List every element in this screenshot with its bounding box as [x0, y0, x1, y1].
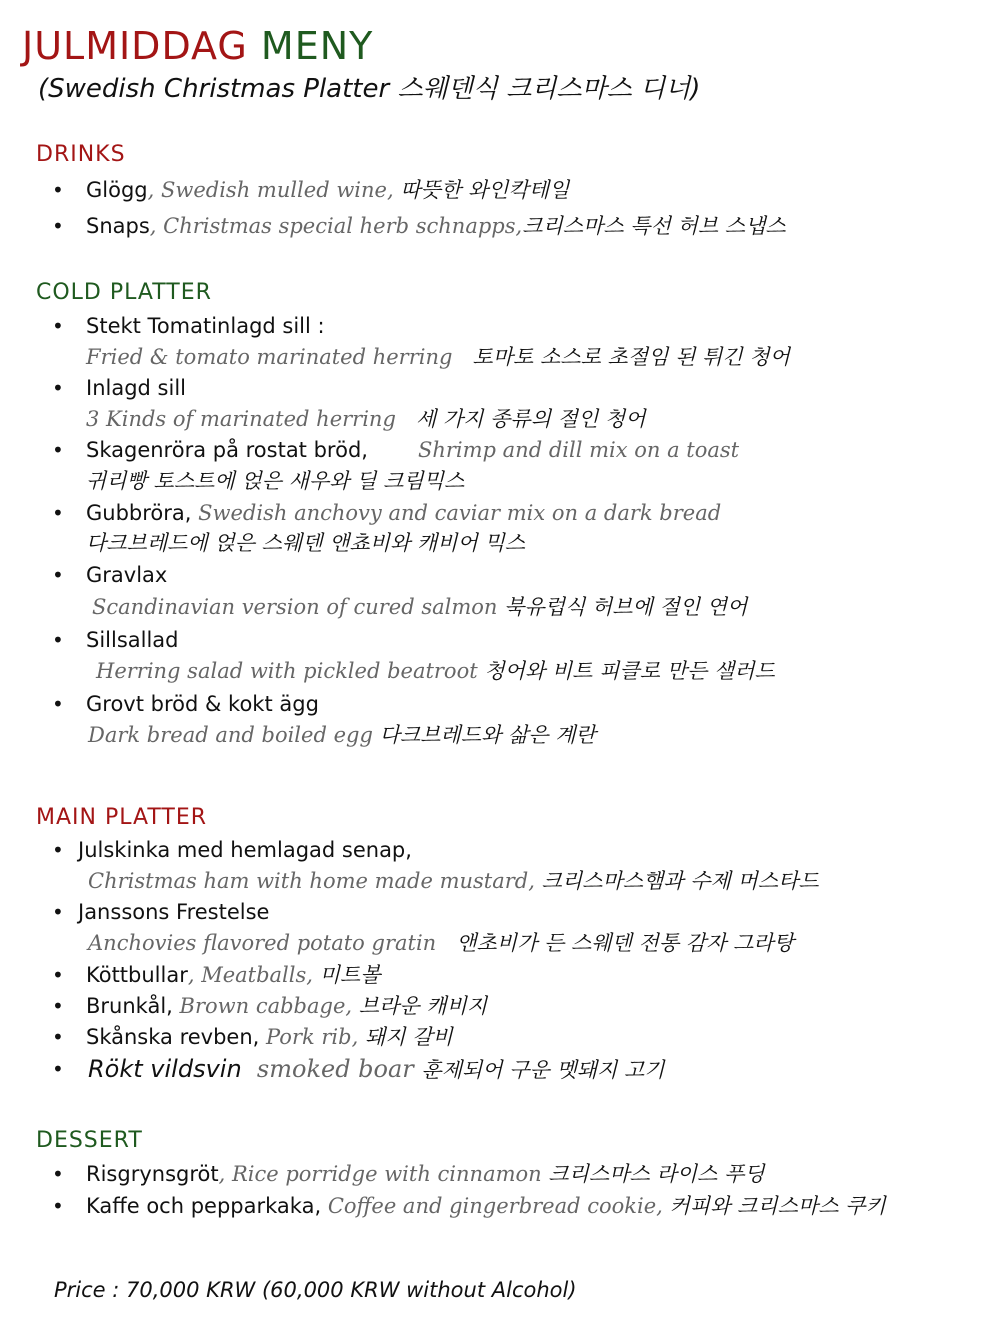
item-korean: 따뜻한 와인칵테일 — [400, 178, 570, 202]
item-name: Glögg — [86, 178, 148, 202]
item-detail — [86, 436, 739, 464]
bullet: • — [52, 692, 64, 716]
item-desc: Herring salad with pickled beatroot — [96, 659, 478, 683]
item-korean: 크리스마스 특선 허브 스냅스 — [522, 214, 786, 238]
bullet: • — [52, 314, 64, 338]
bullet: • — [52, 178, 64, 202]
list-item — [86, 176, 569, 204]
item-name: Gubbröra, — [86, 501, 192, 525]
item-desc: Coffee and gingerbread cookie, — [327, 1194, 663, 1218]
item-desc: Anchovies flavored potato gratin — [88, 931, 437, 955]
menu-title — [22, 24, 373, 68]
item-name: Janssons Frestelse — [78, 900, 270, 924]
bullet: • — [52, 438, 64, 462]
item-korean: 토마토 소스로 초절임 된 튀긴 청어 — [472, 345, 790, 369]
title-part-1: JULMIDDAG — [22, 24, 248, 68]
bullet: • — [52, 1057, 64, 1081]
bullet: • — [52, 501, 64, 525]
item-detail — [86, 499, 721, 527]
item-desc: Shrimp and dill mix on a toast — [417, 438, 740, 462]
item-detail — [88, 721, 596, 749]
item-korean: 크리스마스햄과 수제 머스타드 — [541, 869, 819, 893]
item-korean: 귀리빵 토스트에 얹은 새우와 딜 크림믹스 — [86, 469, 465, 493]
list-item — [86, 1192, 886, 1220]
item-desc: , Rice porridge with cinnamon — [218, 1162, 542, 1186]
item-korean: 다크브레드에 얹은 스웨덴 앤쵸비와 캐비어 믹스 — [86, 531, 526, 555]
item-desc: 3 Kinds of marinated herring — [86, 407, 396, 431]
section-heading-dessert: DESSERT — [36, 1128, 143, 1153]
item-desc: Dark bread and boiled egg — [88, 723, 373, 747]
item-detail — [92, 593, 747, 621]
price-line: Price : 70,000 KRW (60,000 KRW without Alcohol) — [54, 1278, 577, 1302]
item-desc: Brown cabbage, — [179, 994, 353, 1018]
item-detail — [88, 867, 819, 895]
bullet: • — [52, 628, 64, 652]
item-detail — [96, 657, 775, 685]
section-heading-main-platter: MAIN PLATTER — [36, 805, 208, 830]
item-name: Grovt bröd & kokt ägg — [86, 692, 319, 716]
item-desc: , Christmas special herb schnapps, — [149, 214, 523, 238]
item-korean: 크리스마스 라이스 푸딩 — [548, 1162, 765, 1186]
item-name: Julskinka med hemlagad senap, — [78, 838, 412, 862]
item-detail — [86, 343, 790, 371]
list-item — [86, 1023, 453, 1051]
list-item — [86, 1160, 765, 1188]
item-korean: 앤초비가 든 스웨덴 전통 감자 그라탕 — [456, 931, 794, 955]
list-item — [86, 961, 381, 989]
section-heading-cold-platter: COLD PLATTER — [36, 280, 212, 305]
menu-subtitle: (Swedish Christmas Platter 스웨덴식 크리스마스 디너) — [38, 74, 701, 104]
item-korean: 미트볼 — [319, 963, 381, 987]
bullet: • — [52, 994, 64, 1018]
item-name: Risgrynsgröt — [86, 1162, 219, 1186]
item-korean: 훈제되어 구운 멧돼지 고기 — [421, 1058, 665, 1082]
bullet: • — [52, 376, 64, 400]
item-name: Skånska revben, — [86, 1025, 260, 1049]
item-name: Gravlax — [86, 563, 168, 587]
item-desc: Scandinavian version of cured salmon — [92, 595, 498, 619]
item-name: Stekt Tomatinlagd sill : — [86, 314, 325, 338]
list-item — [86, 212, 786, 240]
item-desc: Christmas ham with home made mustard, — [88, 869, 535, 893]
item-name: Snaps — [86, 214, 150, 238]
bullet: • — [52, 963, 64, 987]
item-desc: Pork rib, — [266, 1025, 359, 1049]
item-korean: 브라운 캐비지 — [358, 994, 488, 1018]
item-name: Rökt vildsvin — [88, 1055, 242, 1083]
item-desc: , Swedish mulled wine, — [147, 178, 394, 202]
bullet: • — [52, 214, 64, 238]
item-name: Sillsallad — [86, 628, 179, 652]
item-name: Skagenröra på rostat bröd, — [86, 438, 368, 462]
list-item — [88, 1055, 665, 1084]
item-detail — [88, 929, 794, 957]
bullet: • — [52, 900, 64, 924]
item-name: Inlagd sill — [86, 376, 186, 400]
item-korean: 커피와 크리스마스 쿠키 — [669, 1194, 886, 1218]
item-desc: smoked boar — [256, 1055, 414, 1083]
item-name: Köttbullar — [86, 963, 188, 987]
section-heading-drinks: DRINKS — [36, 142, 126, 167]
item-korean: 세 가지 종류의 절인 청어 — [415, 407, 646, 431]
bullet: • — [52, 563, 64, 587]
item-korean: 다크브레드와 삶은 계란 — [379, 723, 596, 747]
bullet: • — [52, 1025, 64, 1049]
item-korean: 돼지 갈비 — [364, 1025, 453, 1049]
bullet: • — [52, 1194, 64, 1218]
bullet: • — [52, 1162, 64, 1186]
bullet: • — [52, 838, 64, 862]
list-item — [86, 992, 487, 1020]
item-name: Brunkål, — [86, 994, 173, 1018]
item-detail — [86, 405, 645, 433]
item-korean: 청어와 비트 피클로 만든 샐러드 — [484, 659, 775, 683]
item-desc: Swedish anchovy and caviar mix on a dark bread — [198, 501, 722, 525]
title-part-2: MENY — [260, 24, 374, 68]
item-desc: , Meatballs, — [187, 963, 313, 987]
item-korean: 북유럽식 허브에 절인 연어 — [504, 595, 748, 619]
item-desc: Fried & tomato marinated herring — [86, 345, 453, 369]
item-name: Kaffe och pepparkaka, — [86, 1194, 322, 1218]
